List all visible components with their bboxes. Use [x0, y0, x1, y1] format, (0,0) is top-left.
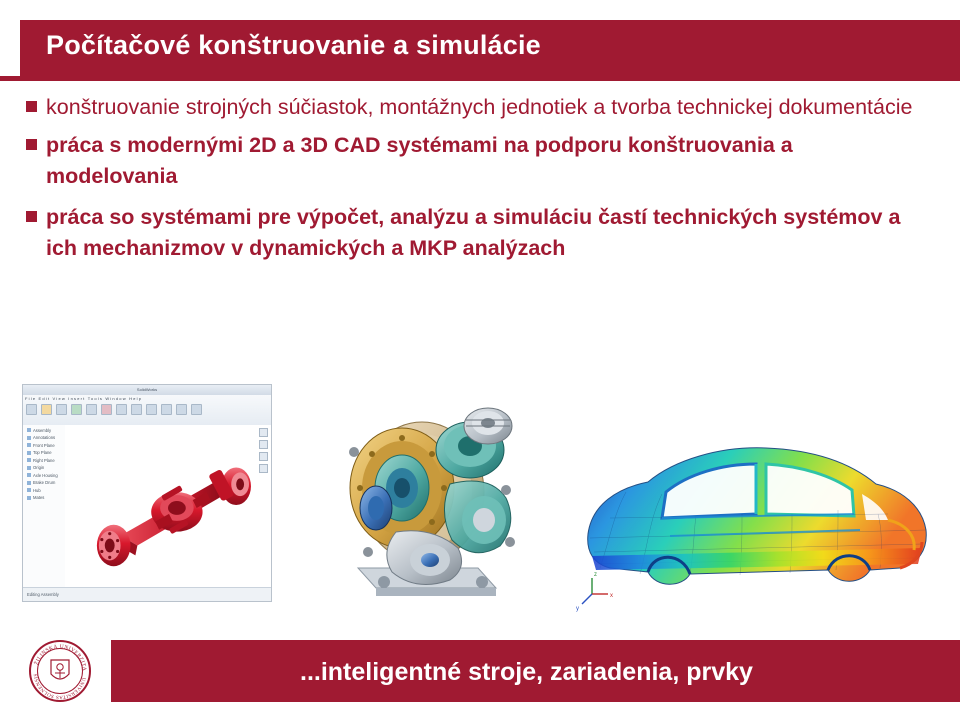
cad-view-toolbar	[259, 428, 268, 473]
tree-item: Mates	[27, 495, 65, 500]
square-bullet-icon	[18, 130, 46, 150]
cad-window-title: SolidWorks	[23, 385, 271, 396]
svg-text:y: y	[576, 606, 579, 612]
car-body-svg	[570, 418, 945, 618]
gearbox-3d-model	[310, 392, 560, 612]
svg-text:UNIVERSITAS SOLNENSIS: UNIVERSITAS SOLNENSIS	[33, 673, 86, 700]
list-item	[18, 130, 938, 192]
list-item	[18, 92, 938, 123]
header-left-accent	[0, 20, 20, 76]
axle-assembly-drawing	[65, 425, 271, 587]
svg-text:x: x	[610, 593, 613, 599]
cad-software-screenshot	[22, 384, 272, 602]
svg-text:ŽILINSKÁ UNIVERZITA: ŽILINSKÁ UNIVERZITA	[33, 643, 88, 672]
car-body-fea-simulation	[570, 418, 945, 618]
bullet-list	[18, 92, 938, 274]
page-title: Počítačové konštruovanie a simulácie	[46, 30, 541, 60]
list-item	[18, 202, 938, 264]
tree-item: Front Plane	[27, 443, 65, 448]
tree-item: Axle Housing	[27, 473, 65, 478]
footer-divider	[108, 640, 111, 702]
bullet-text: práca s modernými 2D a 3D CAD systémami na podporu konštruovania a modelovania	[46, 133, 793, 188]
bullet-text: konštruovanie strojných súčiastok, montážnych jednotiek a tvorba technickej dokumentácie	[46, 95, 913, 119]
cad-ribbon	[23, 395, 271, 426]
tree-item: Annotations	[27, 435, 65, 440]
cad-toolbar-icons	[26, 404, 202, 415]
tree-item: Assembly	[27, 428, 65, 433]
cad-feature-tree	[23, 425, 66, 587]
university-seal-logo	[24, 638, 102, 704]
square-bullet-icon	[18, 92, 46, 112]
image-row	[0, 382, 960, 632]
tree-item: Origin	[27, 465, 65, 470]
bullet-text: práca so systémami pre výpočet, analýzu a simuláciu častí technických systémov a ich mechanizmov v dynamických a MKP analýzach	[46, 205, 901, 260]
tree-item: Top Plane	[27, 450, 65, 455]
footer-tagline: ...inteligentné stroje, zariadenia, prvky	[300, 658, 753, 686]
square-bullet-icon	[18, 202, 46, 222]
tree-item: Right Plane	[27, 458, 65, 463]
cad-status-bar: Editing Assembly	[23, 587, 271, 601]
logo-crest-icon	[49, 658, 71, 684]
header-underline	[0, 76, 960, 81]
tree-item: Brake Drum	[27, 480, 65, 485]
cad-viewport	[65, 425, 271, 587]
tree-item: Hub	[27, 488, 65, 493]
svg-text:z: z	[594, 572, 597, 578]
gearbox-svg	[310, 392, 560, 612]
cad-ribbon-tabs: File Edit View Insert Tools Window Help	[25, 396, 143, 401]
